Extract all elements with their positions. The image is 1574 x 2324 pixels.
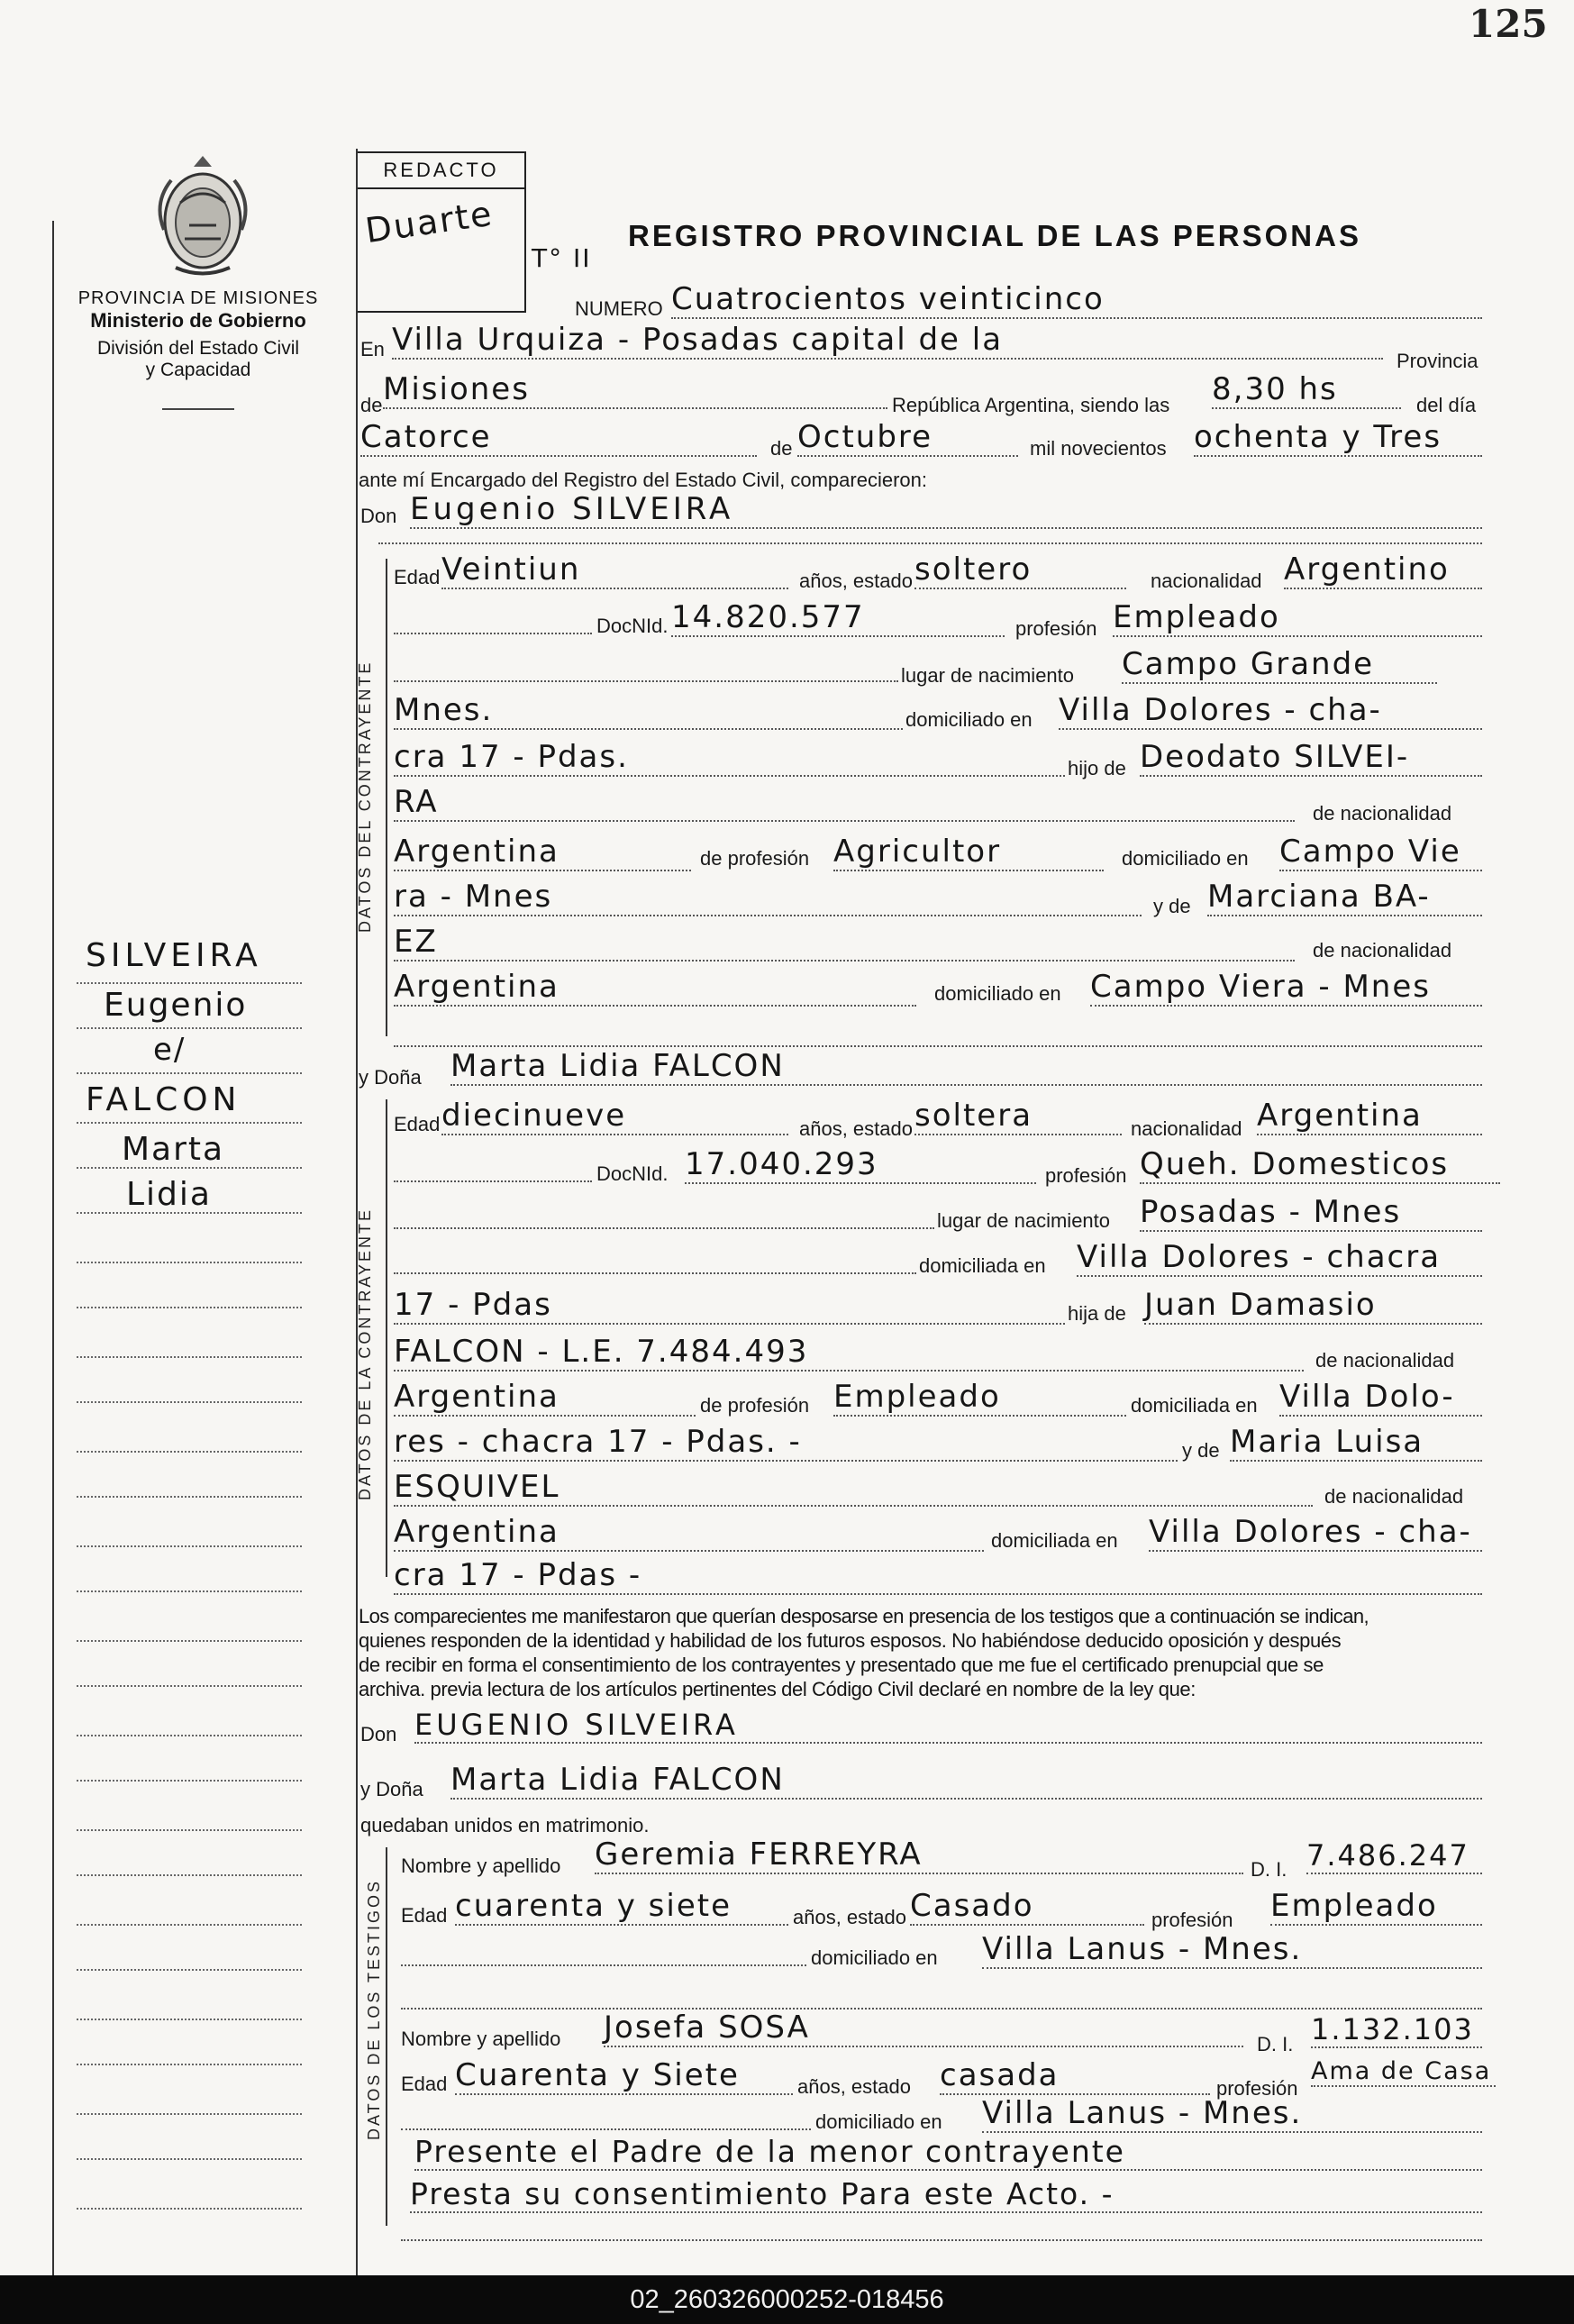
contrayenta-name: Marta Lidia FALCON	[450, 1048, 1482, 1086]
redacto-stamp	[358, 151, 526, 313]
contrayente-edad: Veintiun	[441, 551, 788, 589]
margin-line	[77, 1590, 302, 1592]
statement-line-4: archiva. previa lectura de los artículos pertinentes del Código Civil declaré en nombre de la ley que:	[359, 1678, 1196, 1700]
padre-dom-label: domiciliado en	[1122, 847, 1249, 870]
contrayenta-madre-2: ESQUIVEL	[394, 1469, 1313, 1507]
t1-dom-label: domiciliado en	[811, 1946, 938, 1969]
lugar-label-2: lugar de nacimiento	[937, 1209, 1111, 1232]
margin-line	[77, 1829, 302, 1831]
statement-line-3: de recibir en forma el consentimiento de los contrayentes y presentado que me fue el certificado prenupcial que se	[359, 1654, 1324, 1676]
testigos-note-1: Presente el Padre de la menor contrayente	[414, 2134, 1482, 2171]
contrayente-side-label: DATOS DEL CONTRAYENTE	[356, 660, 374, 933]
statement-don-value: EUGENIO SILVEIRA	[414, 1708, 1482, 1744]
hijo-label: hijo de	[1068, 757, 1126, 779]
t2-anos-label: años, estado	[797, 2075, 911, 2098]
margin-line	[77, 1167, 302, 1169]
t1-anos-label: años, estado	[793, 1906, 906, 1928]
document-title: REGISTRO PROVINCIAL DE LAS PERSONAS	[628, 219, 1361, 252]
dom-blank-2	[394, 1272, 916, 1274]
testigos-end-line	[401, 2239, 1482, 2241]
contrayente-doc: 14.820.577	[671, 599, 1005, 637]
contrayenta-madre-nac: Argentina	[394, 1514, 984, 1552]
t1-dom-blank	[401, 1964, 806, 1966]
left-header	[63, 288, 333, 410]
padre-dom-label-2: domiciliada en	[1131, 1394, 1258, 1417]
de-label: de	[360, 394, 383, 416]
madre-dom-label-2: domiciliada en	[991, 1529, 1118, 1552]
t1-dom: Villa Lanus - Mnes.	[982, 1931, 1482, 1969]
contrayenta-padre-nac: Argentina	[394, 1379, 696, 1417]
t1-nombre: Geremia FERREYRA	[595, 1836, 1243, 1874]
contrayente-padre-nac: Argentina	[394, 834, 691, 871]
contrayente-estado: soltero	[914, 551, 1126, 589]
contrayente-underline	[378, 542, 1482, 544]
de2-label: de	[770, 437, 793, 460]
contrayente-padre-2: RA	[394, 784, 1295, 822]
mes-value: Octubre	[797, 419, 1018, 457]
margin-line	[77, 1451, 302, 1453]
tome-number: T° II	[532, 243, 592, 273]
contrayenta-padre-1: Juan Damasio	[1144, 1287, 1482, 1325]
contrayenta-madre-dom-2: cra 17 - Pdas -	[394, 1557, 1482, 1595]
y-de-label: y de	[1153, 895, 1191, 917]
contrayenta-doc: 17.040.293	[685, 1146, 1036, 1184]
contrayente-lugar-1: Campo Grande	[1122, 646, 1437, 684]
statement-dona-label: y Doña	[360, 1778, 423, 1800]
margin-line	[77, 1924, 302, 1926]
margin-line	[77, 2019, 302, 2020]
margin-note-name-2: Marta	[122, 1131, 225, 1168]
header-divider	[162, 408, 234, 410]
statement-line-1: Los comparecientes me manifestaron que querían desposarse en presencia de los testigos que a continuación se indican,	[359, 1605, 1369, 1627]
margin-note-name-3: Lidia	[126, 1176, 212, 1213]
contrayente-profesion: Empleado	[1113, 599, 1482, 637]
province-coat-of-arms	[144, 149, 261, 284]
edad-label: Edad	[394, 566, 441, 588]
contrayenta-side-label: DATOS DE LA CONTRAYENTE	[356, 1207, 374, 1500]
t1-prof-label: profesión	[1151, 1909, 1233, 1931]
madre-nac-label: de nacionalidad	[1313, 939, 1452, 961]
contrayente-name: Eugenio SILVEIRA	[410, 491, 1482, 529]
margin-line	[77, 1401, 302, 1403]
hora-value: 8,30 hs	[1212, 371, 1401, 409]
t1-edad: cuarenta y siete	[455, 1888, 788, 1926]
t1-profesion: Empleado	[1270, 1888, 1482, 1926]
margin-line	[77, 1212, 302, 1214]
t1-nombre-label: Nombre y apellido	[401, 1855, 561, 1877]
contrayente-dom-1: Villa Dolores - cha-	[1059, 692, 1482, 730]
don-label: Don	[360, 505, 397, 527]
statement-line-2: quienes responden de la identidad y habilidad de los futuros esposos. No habiéndose deducido oposición y después	[359, 1629, 1342, 1652]
margin-line	[77, 2113, 302, 2115]
numero-value: Cuatrocientos veinticinco	[671, 281, 1482, 319]
contrayente-padre-dom-1: Campo Vie	[1279, 834, 1482, 871]
contrayenta-bracket	[386, 1099, 387, 1577]
t2-nombre-label: Nombre y apellido	[401, 2028, 561, 2050]
margin-line	[77, 1640, 302, 1642]
left-margin-border	[52, 221, 54, 2275]
statement-dona-value: Marta Lidia FALCON	[450, 1762, 1482, 1800]
margin-line	[77, 1969, 302, 1971]
margin-line	[77, 1072, 302, 1074]
dona-label: y Doña	[359, 1066, 422, 1089]
de-nac-label: de nacionalidad	[1313, 802, 1452, 825]
contrayenta-dom-1: Villa Dolores - chacra	[1077, 1239, 1482, 1277]
margin-note-name: Eugenio	[104, 987, 248, 1024]
province-name: PROVINCIA DE MISIONES	[77, 288, 319, 308]
de-nac-label-2: de nacionalidad	[1315, 1349, 1455, 1372]
contrayente-lugar-2: Mnes.	[394, 692, 903, 730]
prof-label-2: profesión	[1045, 1164, 1127, 1187]
contrayenta-lugar: Posadas - Mnes	[1140, 1194, 1482, 1232]
contrayente-dom-2: cra 17 - Pdas.	[394, 739, 1065, 777]
contrayente-end-line	[394, 1045, 1482, 1047]
t2-dom: Villa Lanus - Mnes.	[982, 2095, 1482, 2133]
margin-line	[77, 1356, 302, 1358]
statement-paragraph	[359, 1604, 1503, 1701]
contrayenta-edad: diecinueve	[441, 1098, 788, 1135]
contrayenta-profesion: Queh. Domesticos	[1140, 1146, 1500, 1184]
t2-di: 1.132.103	[1311, 2012, 1482, 2048]
t2-nombre: Josefa SOSA	[604, 2010, 1243, 2047]
t1-edad-label: Edad	[401, 1904, 448, 1927]
margin-line	[77, 1545, 302, 1547]
t1-di: 7.486.247	[1306, 1838, 1482, 1874]
t2-profesion: Ama de Casa	[1311, 2057, 1496, 2087]
contrayente-madre-2: EZ	[394, 924, 1295, 961]
testigos-bracket	[386, 1847, 387, 2226]
t2-dom-blank	[401, 2128, 811, 2130]
ministry-name: Ministerio de Gobierno	[90, 309, 306, 332]
margin-note-surname-2: FALCON	[86, 1081, 241, 1118]
lugar-blank	[394, 680, 898, 682]
contrayenta-madre-dom-1: Villa Dolores - cha-	[1149, 1514, 1482, 1552]
contrayente-madre-nac: Argentina	[394, 969, 916, 1007]
del-dia-label: del día	[1416, 394, 1477, 416]
t2-dom-label: domiciliado en	[815, 2110, 942, 2133]
provincia-label: Provincia	[1397, 350, 1478, 372]
margin-line	[77, 1122, 302, 1124]
de-value: Misiones	[383, 371, 887, 409]
contrayenta-padre-dom-1: Villa Dolo-	[1279, 1379, 1482, 1417]
t2-prof-label: profesión	[1216, 2077, 1298, 2100]
ante-text: ante mí Encargado del Registro del Estado Civil, comparecieron:	[359, 469, 927, 491]
contrayente-padre-prof: Agricultor	[833, 834, 1104, 871]
footer-id: 02_260326000252-018456	[630, 2285, 944, 2314]
doc-label: DocNId.	[596, 615, 669, 637]
doc-label-2: DocNId.	[596, 1162, 669, 1185]
contrayenta-madre-1: Maria Luisa	[1230, 1424, 1482, 1462]
margin-line	[77, 1262, 302, 1263]
mil-label: mil novecientos	[1030, 437, 1167, 460]
de-prof-label: de profesión	[700, 847, 810, 870]
y-de-label-2: y de	[1182, 1439, 1220, 1462]
contrayente-padre-1: Deodato SILVEI-	[1140, 739, 1482, 777]
margin-line	[77, 2208, 302, 2210]
lugar-label: lugar de nacimiento	[901, 664, 1075, 687]
testigos-side-label: DATOS DE LOS TESTIGOS	[365, 1878, 383, 2140]
t1-di-label: D. I.	[1251, 1858, 1287, 1881]
madre-dom-label: domiciliado en	[934, 982, 1061, 1005]
contrayente-madre-dom: Campo Viera - Mnes	[1090, 969, 1482, 1007]
republica-label: República Argentina, siendo las	[892, 394, 1170, 416]
stamp-signature: Duarte	[362, 193, 496, 251]
margin-line	[77, 2158, 302, 2160]
t2-edad: Cuarenta y Siete	[455, 2057, 793, 2095]
edad-label-2: Edad	[394, 1113, 441, 1135]
nac-label: nacionalidad	[1151, 570, 1262, 592]
contrayenta-nacionalidad: Argentina	[1257, 1098, 1482, 1135]
margin-note-surname: SILVEIRA	[86, 937, 262, 974]
t1-estado: Casado	[910, 1888, 1144, 1926]
anio-value: ochenta y Tres	[1194, 419, 1482, 457]
en-label: En	[360, 338, 385, 360]
statement-unidos: quedaban unidos en matrimonio.	[360, 1814, 650, 1836]
division-line-2: y Capacidad	[145, 360, 251, 380]
contrayenta-dom-2: 17 - Pdas	[394, 1287, 1065, 1325]
nac-label-2: nacionalidad	[1131, 1117, 1242, 1140]
doc-blank	[394, 633, 592, 634]
stamp-label: REDACTO	[358, 159, 524, 189]
division-line-1: División del Estado Civil	[96, 338, 300, 359]
numero-label: NUMERO	[575, 297, 663, 320]
dia-value: Catorce	[360, 419, 757, 457]
statement-don-label: Don	[360, 1723, 397, 1745]
contrayenta-padre-2: FALCON - L.E. 7.484.493	[394, 1334, 1304, 1372]
contrayenta-padre-prof: Empleado	[833, 1379, 1126, 1417]
dom-label-2: domiciliada en	[919, 1254, 1046, 1277]
margin-line	[77, 1780, 302, 1782]
t2-edad-label: Edad	[401, 2073, 448, 2095]
t2-di-label: D. I.	[1257, 2033, 1294, 2055]
margin-line	[77, 1027, 302, 1029]
margin-note-conj: e/	[153, 1032, 187, 1068]
footer-bar	[0, 2275, 1574, 2324]
de-prof-label-2: de profesión	[700, 1394, 810, 1417]
testigos-note-2: Presta su consentimiento Para este Acto. -	[410, 2176, 1482, 2213]
contrayenta-padre-dom-2: res - chacra 17 - Pdas. -	[394, 1424, 1178, 1462]
dom-label: domiciliado en	[905, 708, 1033, 731]
margin-line	[77, 1685, 302, 1687]
lugar-blank-2	[394, 1227, 934, 1229]
margin-line	[77, 1496, 302, 1498]
margin-line	[77, 982, 302, 984]
anos-label: años, estado	[799, 570, 913, 592]
margin-line	[77, 2064, 302, 2065]
margin-line	[77, 1307, 302, 1308]
hija-label: hija de	[1068, 1302, 1126, 1325]
contrayente-bracket	[386, 559, 387, 1036]
madre-nac-label-2: de nacionalidad	[1324, 1485, 1464, 1508]
prof-label: profesión	[1015, 617, 1097, 640]
doc-blank-2	[394, 1180, 592, 1182]
en-value: Villa Urquiza - Posadas capital de la	[392, 322, 1383, 360]
margin-line	[77, 1874, 302, 1876]
t2-estado: casada	[940, 2057, 1210, 2095]
anos-label-2: años, estado	[799, 1117, 913, 1140]
contrayente-madre-1: Marciana BA-	[1207, 879, 1482, 916]
contrayente-padre-dom-2: ra - Mnes	[394, 879, 1142, 916]
contrayente-nacionalidad: Argentino	[1284, 551, 1482, 589]
margin-line	[77, 1735, 302, 1736]
contrayenta-estado: soltera	[914, 1098, 1122, 1135]
page-number: 125	[1469, 2, 1548, 46]
